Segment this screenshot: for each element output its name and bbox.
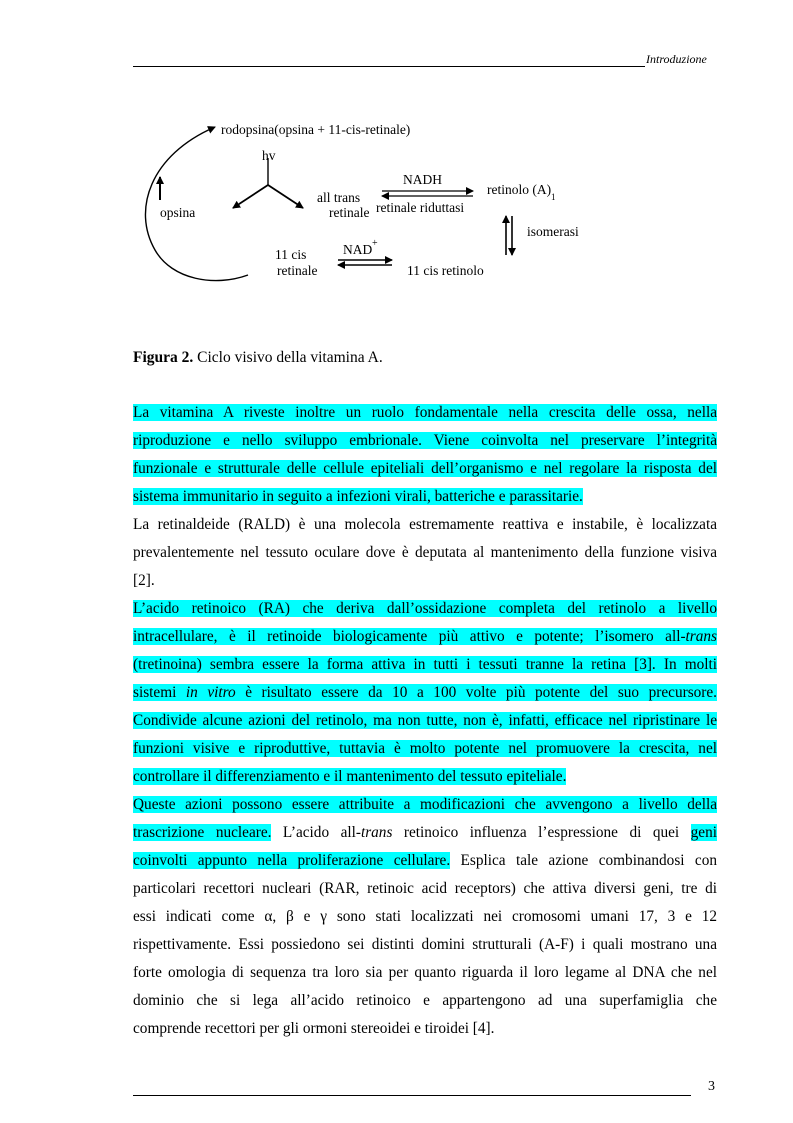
header-title: Introduzione bbox=[646, 52, 707, 66]
text-line: coinvolti appunto nella proliferazione cellulare. Esplica tale azione combinandosi con bbox=[133, 852, 717, 869]
text-line: trascrizione nucleare. L’acido all-trans retinoico influenza l’espressione di quei geni bbox=[133, 824, 717, 841]
text-line: forte omologia di sequenza tra loro sia per quanto riguarda il loro legame al DNA che nel bbox=[133, 964, 717, 981]
hv-left-arrow bbox=[233, 185, 268, 208]
label-all-trans-retinale: retinale bbox=[329, 205, 370, 220]
label-isomerasi: isomerasi bbox=[527, 224, 579, 239]
text-line: riproduzione e nello sviluppo embrionale. Viene coinvolta nel preservare l’integrità bbox=[133, 432, 717, 449]
text-line: dominio che si lega all’acido retinoico e appartengono ad una superfamiglia che bbox=[133, 992, 717, 1009]
label-11-cis-retinale: retinale bbox=[277, 263, 318, 278]
label-retinolo: retinolo (A) bbox=[487, 182, 552, 197]
label-nad: NAD bbox=[343, 242, 373, 257]
caption-text: Ciclo visivo della vitamina A. bbox=[193, 349, 383, 366]
text-line: L’acido retinoico (RA) che deriva dall’ossidazione completa del retinolo a livello bbox=[133, 600, 717, 617]
cycle-arc-arrow bbox=[145, 127, 248, 281]
text-line: La retinaldeide (RALD) è una molecola estremamente reattiva e instabile, è localizzata bbox=[133, 516, 717, 533]
text-line: funzionale e strutturale delle cellule epiteliali dell’organismo e nel regolare la risposta del bbox=[133, 460, 717, 477]
text-line: Condivide alcune azioni del retinolo, ma non tutte, non è, infatti, efficace nel ripristinare le bbox=[133, 712, 717, 729]
text-line: particolari recettori nucleari (RAR, retinoic acid receptors) che attiva diversi geni, tre di bbox=[133, 880, 717, 897]
label-rodopsina: rodopsina(opsina + 11-cis-retinale) bbox=[221, 122, 411, 137]
text-line: rispettivamente. Essi possiedono sei distinti domini strutturali (A-F) i quali mostrano una bbox=[133, 936, 717, 953]
text-line: comprende recettori per gli ormoni stereoidei e tiroidei [4]. bbox=[133, 1020, 495, 1037]
body-text bbox=[133, 399, 717, 1043]
label-hv: hv bbox=[262, 148, 276, 163]
label-nadh: NADH bbox=[403, 172, 442, 187]
label-nad-sup: + bbox=[372, 238, 378, 249]
text-line: Queste azioni possono essere attribuite a modificazioni che avvengono a livello della bbox=[133, 796, 717, 813]
text-line: [2]. bbox=[133, 572, 155, 589]
footer-rule bbox=[133, 1095, 691, 1096]
label-retinolo-sub: 1 bbox=[551, 192, 556, 202]
hv-right-arrow bbox=[268, 185, 303, 208]
text-line: controllare il differenziamento e il mantenimento del tessuto epiteliale. bbox=[133, 768, 567, 785]
label-opsina: opsina bbox=[160, 205, 196, 220]
text-line: La vitamina A riveste inoltre un ruolo fondamentale nella crescita delle ossa, nella bbox=[133, 404, 717, 421]
label-all-trans: all trans bbox=[317, 190, 361, 205]
page-number: 3 bbox=[708, 1079, 715, 1094]
text-line: essi indicati come α, β e γ sono stati localizzati nei cromosomi umani 17, 3 e 12 bbox=[133, 908, 717, 925]
text-line: sistemi in vitro è risultato essere da 10 a 100 volte più potente del suo precursore. bbox=[133, 684, 717, 701]
caption-label: Figura 2. bbox=[133, 349, 194, 366]
label-11-cis-retinolo: 11 cis retinolo bbox=[407, 263, 484, 278]
text-line: intracellulare, è il retinoide biologicamente più attivo e potente; l’isomero all-trans bbox=[133, 628, 717, 645]
text-line: (tretinoina) sembra essere la forma attiva in tutti i tessuti tranne la retina [3]. In molti bbox=[133, 656, 717, 673]
text-line: sistema immunitario in seguito a infezioni virali, batteriche e parassitarie. bbox=[133, 488, 583, 505]
header-rule bbox=[133, 66, 645, 67]
label-11-cis: 11 cis bbox=[275, 247, 307, 262]
visual-cycle-diagram bbox=[120, 105, 620, 305]
text-line: prevalentemente nel tessuto oculare dove è deputata al mantenimento della funzione visiva bbox=[133, 544, 717, 561]
figure-caption bbox=[133, 349, 383, 367]
text-line: funzioni visive e riproduttive, tuttavia è molto potente nel promuovere la crescita, nel bbox=[133, 740, 717, 757]
label-retinale-riduttasi: retinale riduttasi bbox=[376, 200, 465, 215]
